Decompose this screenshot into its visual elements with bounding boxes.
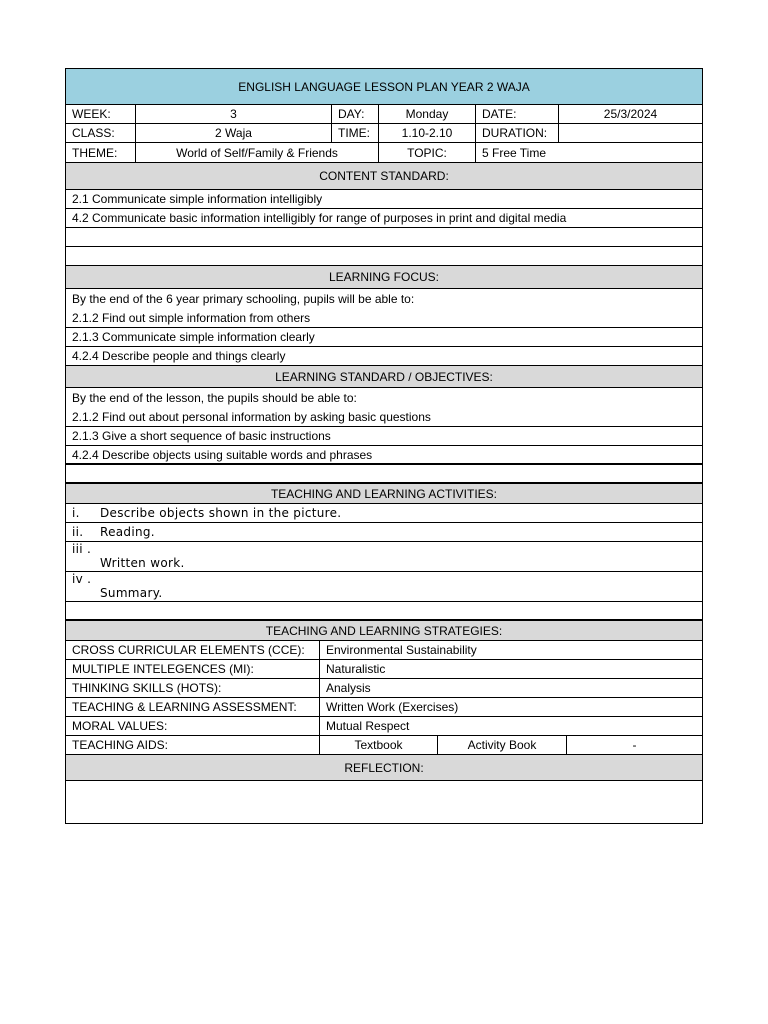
cce-label: CROSS CURRICULAR ELEMENTS (CCE): [66, 641, 320, 659]
activity-text: Written work. [100, 556, 185, 570]
theme-label: THEME: [66, 143, 136, 162]
activity-number-part: iv [72, 572, 84, 586]
content-standard-item: 2.1 Communicate simple information intelligibly [72, 192, 323, 206]
table-row [66, 736, 702, 755]
day-value: Monday [379, 105, 476, 123]
learning-standard-item: 4.2.4 Describe objects using suitable words and phrases [72, 447, 373, 462]
lesson-plan-title: ENGLISH LANGUAGE LESSON PLAN YEAR 2 WAJA [66, 69, 702, 104]
activity-number-part: . [87, 542, 92, 556]
list-item [66, 328, 702, 347]
day-label: DAY: [332, 105, 379, 123]
activity-number: ii. [72, 525, 84, 539]
date-label: DATE: [476, 105, 559, 123]
table-row [66, 698, 702, 717]
date-value: 25/3/2024 [603, 107, 658, 121]
activity-number [72, 572, 100, 601]
list-item [66, 190, 702, 209]
activity-number-part: iii [72, 542, 83, 556]
list-item [66, 289, 702, 309]
learning-standard-header-row [66, 366, 702, 388]
blank-row [66, 602, 702, 621]
activity-text: Reading. [100, 525, 155, 539]
reflection-header: REFLECTION: [66, 755, 702, 780]
time-value: 1.10-2.10 [379, 124, 476, 142]
content-standard-item: 4.2 Communicate basic information intelligibly for range of purposes in print and digital media [72, 211, 567, 225]
list-item [66, 523, 702, 542]
week-value: 3 [136, 105, 332, 123]
moral-values-label: MORAL VALUES: [66, 717, 320, 735]
teaching-aid-item: Activity Book [438, 736, 567, 754]
hots-value: Analysis [326, 681, 371, 695]
list-item [66, 309, 702, 328]
list-item [66, 209, 702, 228]
list-item [66, 347, 702, 366]
mi-value: Naturalistic [326, 662, 386, 676]
week-row [66, 105, 702, 124]
title-row [66, 69, 702, 105]
learning-standard-item: 2.1.2 Find out about personal information by asking basic questions [72, 410, 431, 424]
teaching-aid-item: Textbook [320, 736, 438, 754]
topic-value: 5 Free Time [482, 145, 547, 160]
blank-cell [66, 247, 702, 265]
teaching-aid-item: - [632, 738, 637, 752]
duration-value [559, 124, 702, 142]
reflection-body-row [66, 781, 702, 823]
topic-label: TOPIC: [379, 143, 476, 162]
list-item [66, 427, 702, 446]
teaching-aids-label: TEACHING AIDS: [66, 736, 320, 754]
list-item [66, 504, 702, 523]
blank-cell [66, 228, 702, 246]
activity-item [66, 523, 702, 541]
mi-label: MULTIPLE INTELEGENCES (MI): [66, 660, 320, 678]
activity-text: Describe objects shown in the picture. [100, 506, 342, 520]
activity-number-part: . [87, 572, 92, 586]
blank-cell [66, 465, 702, 482]
theme-row [66, 143, 702, 163]
strategies-header: TEACHING AND LEARNING STRATEGIES: [66, 621, 702, 640]
theme-value: World of Self/Family & Friends [136, 143, 379, 162]
activity-item [66, 504, 702, 522]
assessment-label: TEACHING & LEARNING ASSESSMENT: [66, 698, 320, 716]
learning-focus-item: 2.1.2 Find out simple information from others [72, 311, 311, 325]
reflection-body [66, 781, 702, 823]
moral-values-value: Mutual Respect [326, 719, 410, 733]
list-item [66, 388, 702, 408]
list-item [66, 446, 702, 465]
learning-focus-item: 2.1.3 Communicate simple information clearly [72, 330, 315, 344]
list-item [66, 408, 702, 427]
list-item [66, 572, 702, 602]
cce-value: Environmental Sustainability [326, 643, 477, 657]
hots-label: THINKING SKILLS (HOTS): [66, 679, 320, 697]
activity-item [66, 572, 702, 601]
strategies-header-row [66, 621, 702, 641]
time-label: TIME: [332, 124, 379, 142]
learning-standard-header: LEARNING STANDARD / OBJECTIVES: [66, 366, 702, 387]
learning-focus-item: By the end of the 6 year primary schooling, pupils will be able to: [72, 292, 415, 306]
blank-row [66, 247, 702, 266]
activity-item [66, 542, 702, 571]
learning-focus-header: LEARNING FOCUS: [66, 266, 702, 288]
table-row [66, 641, 702, 660]
table-row [66, 717, 702, 736]
assessment-value: Written Work (Exercises) [326, 700, 459, 714]
class-label: CLASS: [66, 124, 136, 142]
activity-text: Summary. [100, 586, 163, 600]
content-standard-header: CONTENT STANDARD: [66, 163, 702, 189]
table-row [66, 679, 702, 698]
learning-standard-item: 2.1.3 Give a short sequence of basic instructions [72, 429, 331, 443]
class-row [66, 124, 702, 143]
week-label: WEEK: [66, 105, 136, 123]
table-row [66, 660, 702, 679]
activities-header-row [66, 484, 702, 504]
blank-cell [66, 602, 702, 619]
learning-standard-item: By the end of the lesson, the pupils should be able to: [72, 391, 357, 405]
activity-number: i. [72, 506, 80, 520]
activities-header: TEACHING AND LEARNING ACTIVITIES: [66, 484, 702, 503]
content-standard-header-row [66, 163, 702, 190]
learning-focus-header-row [66, 266, 702, 289]
blank-row [66, 465, 702, 484]
list-item [66, 542, 702, 572]
blank-row [66, 228, 702, 247]
lesson-plan-table [65, 68, 703, 824]
learning-focus-item: 4.2.4 Describe people and things clearly [72, 349, 286, 363]
class-value: 2 Waja [136, 124, 332, 142]
reflection-header-row [66, 755, 702, 781]
duration-label: DURATION: [476, 124, 559, 142]
activity-number [72, 542, 100, 571]
